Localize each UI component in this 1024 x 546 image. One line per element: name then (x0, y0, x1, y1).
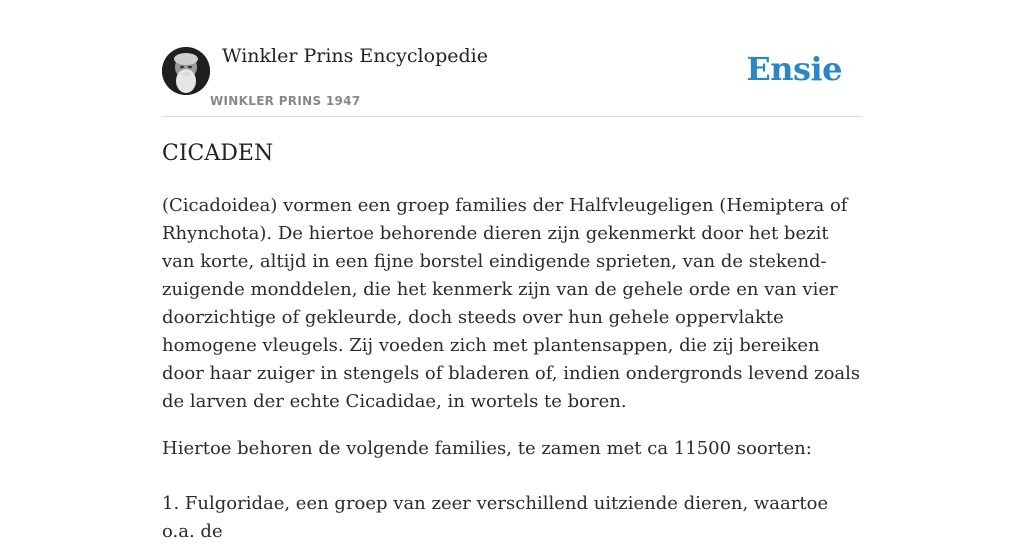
article-title: CICADEN (162, 141, 274, 166)
header (162, 0, 862, 117)
brand-logo[interactable]: Ensie (746, 50, 842, 88)
page (162, 0, 862, 542)
portrait-icon (162, 47, 210, 95)
author-avatar[interactable] (162, 47, 210, 95)
article-paragraph: (Cicadoidea) vormen een groep families der Halfvleugeligen (Hemiptera of Rhynchota). De hiertoe behorende dieren zijn gekenmerkt door het bezit van korte, altijd in een fijne borstel eindigende sprieten, van de stekend-zuigende monddelen, die het kenmerk zijn van de gehele orde en van vier doorzichtige of gekleurde, doch steeds over hun gehele oppervlakte homogene vleugels. Zij voeden zich met plantensappen, die zij bereiken door haar zuiger in stengels of bladeren of, indien ondergronds levend zoals de larven der echte Cicadidae, in wortels te boren. (162, 195, 861, 412)
site-title[interactable]: Winkler Prins Encyclopedie (222, 45, 488, 67)
site-subtitle[interactable]: WINKLER PRINS 1947 (210, 94, 361, 108)
article-paragraph: Hiertoe behoren de volgende families, te zamen met ca 11500 soorten: (162, 438, 812, 459)
article-list-item: 1. Fulgoridae, een groep van zeer verschillend uitziende dieren, waartoe o.a. de (162, 493, 829, 542)
